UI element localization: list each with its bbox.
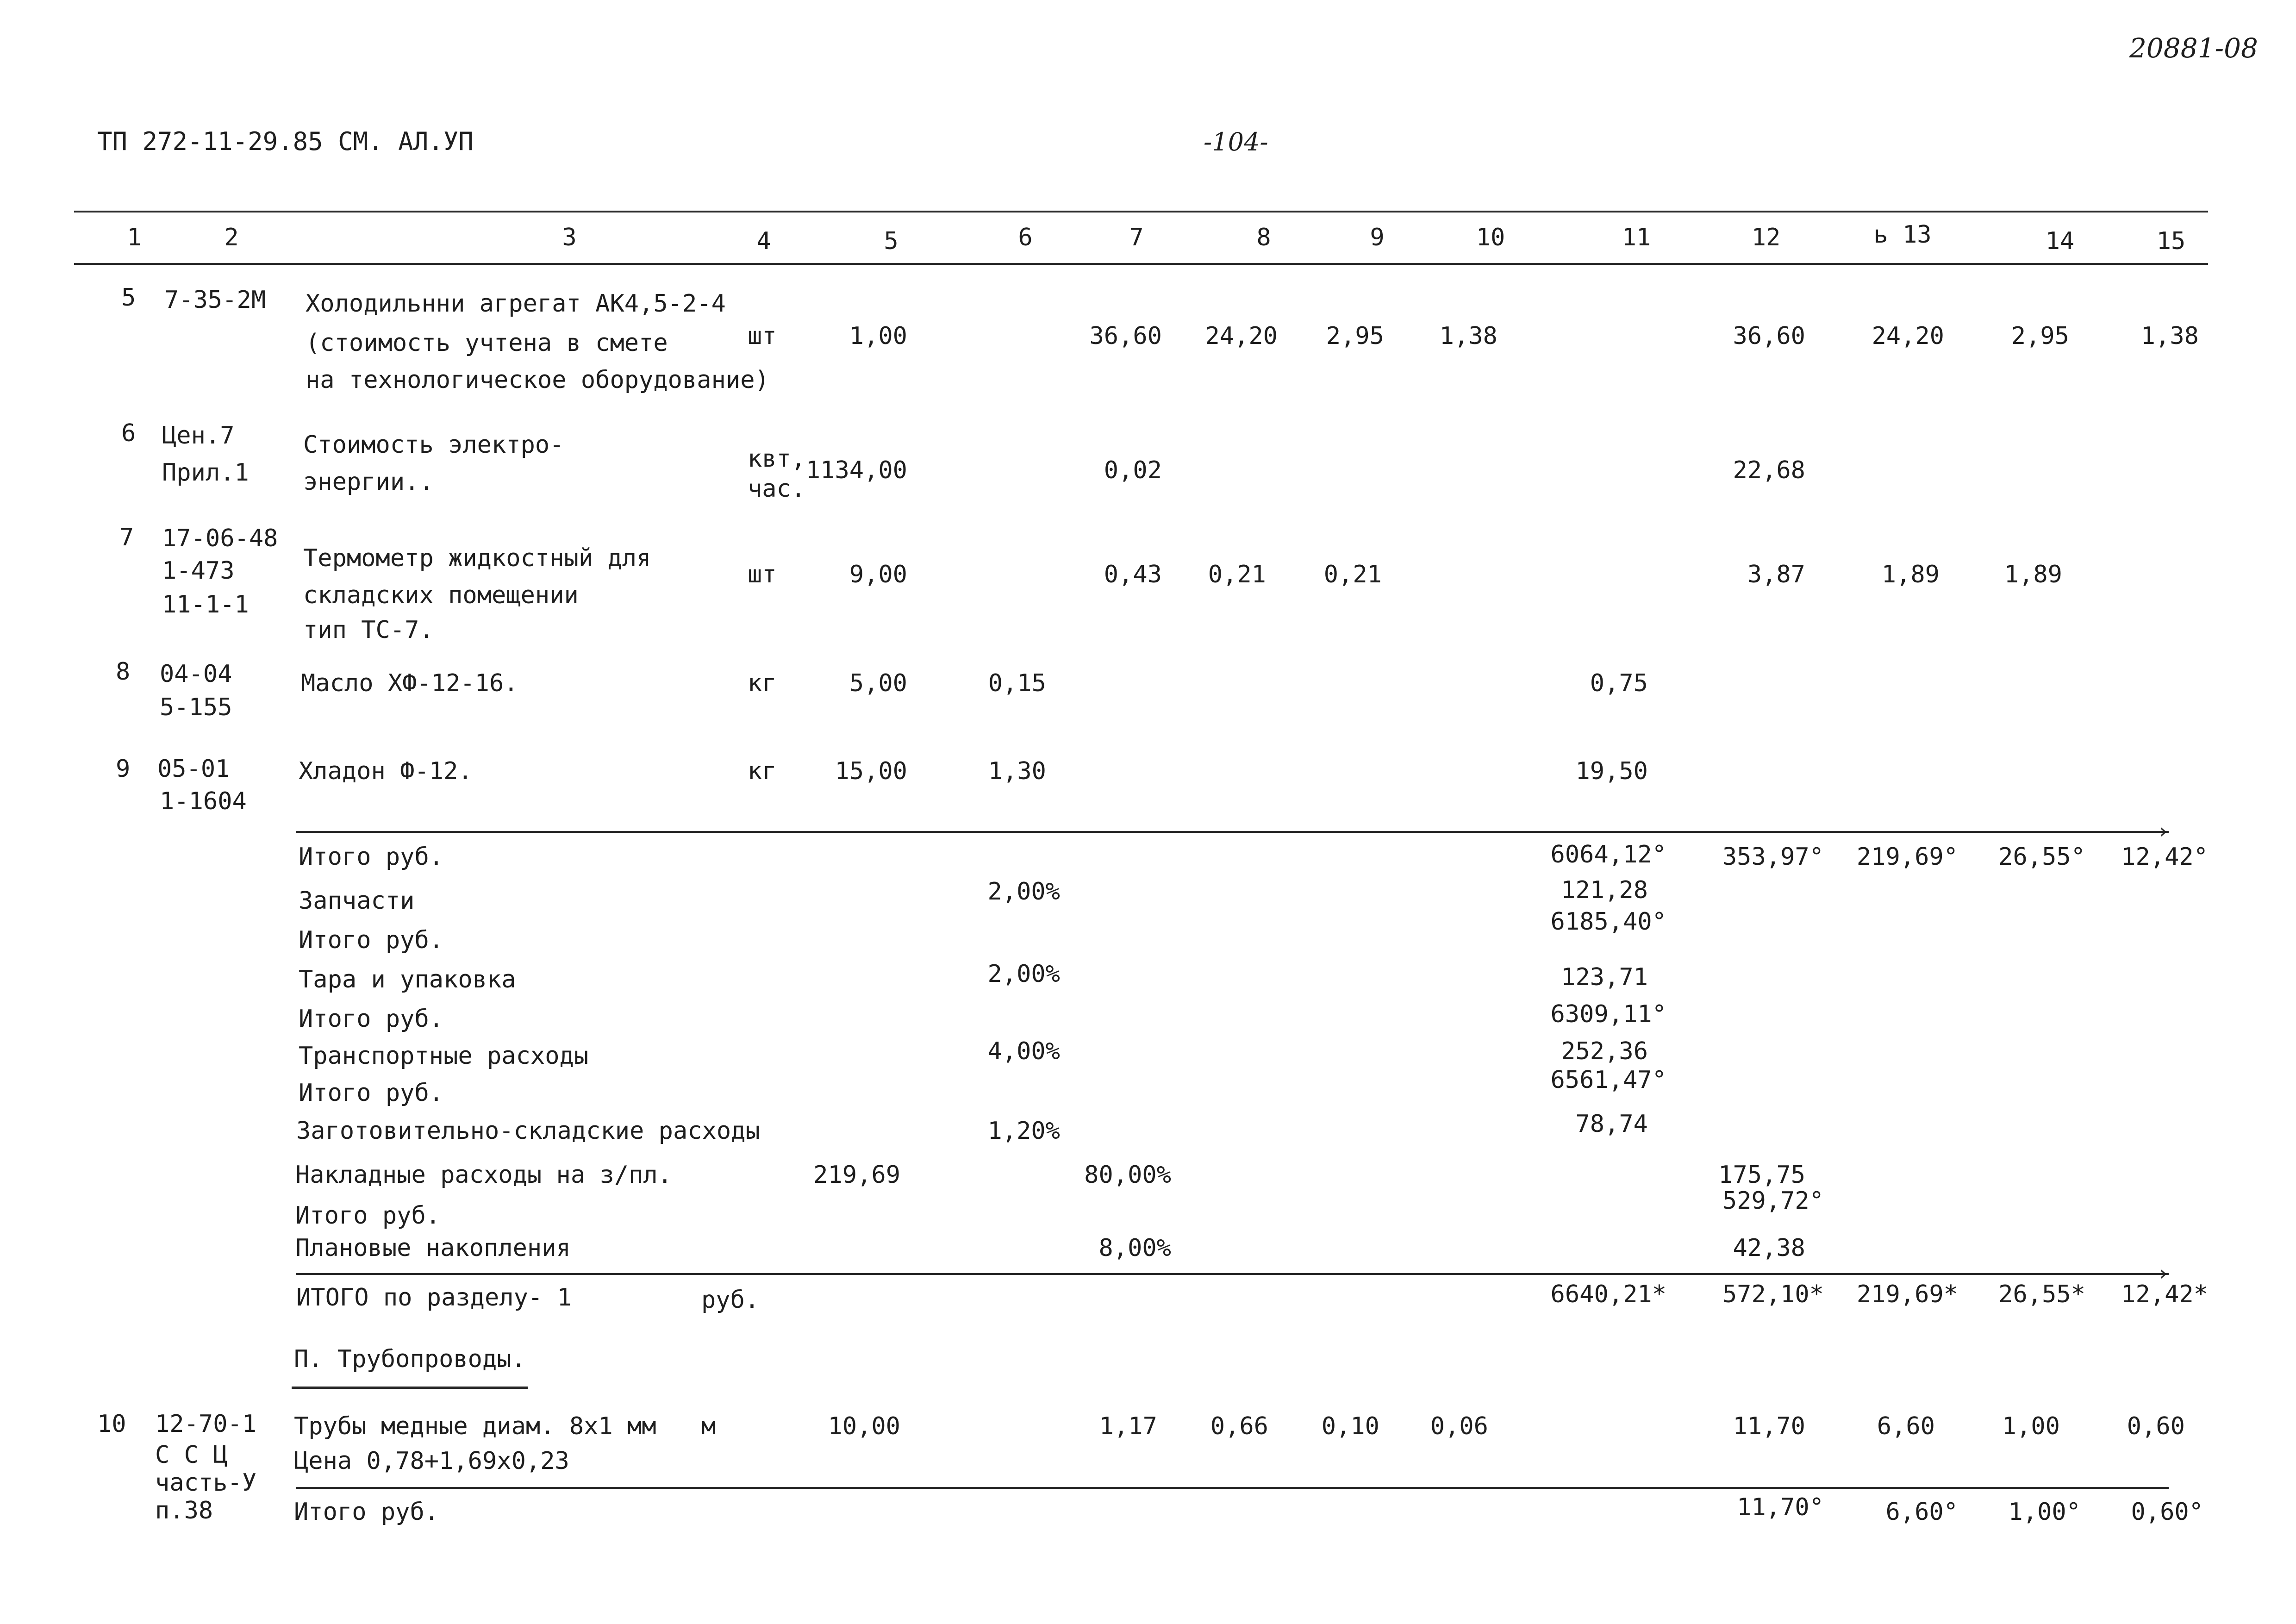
document-code: ТП 272-11-29.85 СМ. АЛ.УП (97, 127, 474, 156)
cell-c12: 36,60 (1733, 322, 1805, 350)
row-number: 7 (119, 524, 134, 551)
item-name: Термометр жидкостный для (303, 544, 651, 572)
summary-label: Итого руб. (294, 1498, 439, 1526)
column-header: 2 (224, 224, 239, 251)
summary-label: Плановые накопления (295, 1234, 571, 1262)
row-number: 5 (121, 284, 136, 312)
summary-c12: 42,38 (1733, 1234, 1805, 1262)
summary-label: Накладные расходы на з/пл. (295, 1161, 672, 1189)
arrow-mark: › (2157, 819, 2170, 843)
column-header: ь 13 (1873, 221, 1932, 249)
column-header: 15 (2156, 227, 2186, 255)
summary-c6: 2,00% (987, 878, 1060, 906)
summary-c11: 123,71 (1561, 963, 1648, 991)
summary-label: Тара и упаковка (299, 966, 516, 993)
cell-c13: 6,60 (1877, 1412, 1935, 1440)
item-name: Хладон Ф-12. (299, 757, 473, 785)
summary-label: Итого руб. (299, 1079, 444, 1107)
summary-c15: 0,60° (2131, 1498, 2203, 1526)
summary-label: Итого руб. (299, 1005, 444, 1033)
quantity: 9,00 (849, 561, 907, 588)
cell-c7: 1,17 (1099, 1412, 1157, 1440)
section-title-underline (292, 1387, 528, 1389)
summary-c11: 252,36 (1561, 1037, 1648, 1065)
resource-code: 05-01 (157, 755, 230, 783)
summary-c12: 175,75 (1718, 1161, 1805, 1189)
row-number: 8 (116, 658, 131, 686)
resource-code: 1-1604 (160, 787, 247, 815)
column-header: 3 (562, 224, 577, 251)
summary-divider (296, 831, 2169, 833)
cell-c7: 0,02 (1104, 456, 1162, 484)
quantity: 15,00 (835, 757, 907, 785)
summary-c11: 6309,11° (1550, 1000, 1666, 1028)
item-name: Холодильнни агрегат АК4,5-2-4 (306, 290, 726, 318)
resource-code: С С Ц (155, 1441, 228, 1469)
cell-c6: 1,30 (988, 757, 1046, 785)
section-total-c15: 12,42* (2121, 1280, 2208, 1308)
column-header: 6 (1018, 224, 1033, 251)
row-number: 10 (97, 1410, 126, 1438)
header-bottom-rule (74, 263, 2208, 265)
column-header: 11 (1622, 224, 1651, 251)
summary-c6: 2,00% (987, 960, 1060, 988)
cell-c13: 24,20 (1872, 322, 1944, 350)
summary-c13: 219,69° (1856, 843, 1958, 871)
section2-total-divider (296, 1487, 2169, 1489)
item-name: Цена 0,78+1,69х0,23 (294, 1447, 569, 1475)
column-header: 7 (1129, 224, 1144, 251)
section-title: П. Трубопроводы. (294, 1345, 526, 1373)
resource-code: часть-У (155, 1469, 257, 1497)
unit: кг (748, 669, 777, 697)
document-number-stamp: 20881-08 (2129, 32, 2258, 64)
summary-label: Заготовительно-складские расходы (296, 1117, 760, 1145)
item-name: складских помещении (303, 581, 579, 609)
cell-c9: 0,21 (1323, 561, 1382, 588)
summary-label: Запчасти (299, 887, 415, 915)
column-header: 14 (2045, 227, 2075, 255)
unit: м (701, 1412, 716, 1440)
item-name: энергии.. (303, 468, 434, 496)
cell-c9: 2,95 (1326, 322, 1384, 350)
summary-c7: 80,00% (1084, 1161, 1171, 1189)
cell-c9: 0,10 (1321, 1412, 1379, 1440)
summary-c5: 219,69 (813, 1161, 900, 1189)
resource-code: п.38 (155, 1497, 213, 1524)
cell-c7: 0,43 (1104, 561, 1162, 588)
resource-code: Прил.1 (162, 459, 249, 487)
column-header: 9 (1370, 224, 1385, 251)
summary-c11: 6064,12° (1550, 841, 1666, 868)
arrow-mark: › (2157, 1262, 2170, 1285)
item-name: тип ТС-7. (303, 616, 434, 644)
cell-c10: 0,06 (1430, 1412, 1488, 1440)
unit: кг (748, 757, 777, 785)
column-header: 1 (127, 224, 142, 251)
resource-code: 17-06-48 (162, 525, 278, 552)
quantity: 1,00 (849, 322, 907, 350)
section-total-unit: руб. (701, 1286, 760, 1314)
cell-c14: 1,89 (2004, 561, 2062, 588)
summary-label: Итого руб. (299, 843, 444, 871)
cell-c14: 1,00 (2002, 1412, 2060, 1440)
row-number: 9 (116, 755, 131, 783)
quantity: 5,00 (849, 669, 907, 697)
section-total-c12: 572,10* (1722, 1280, 1824, 1308)
cell-c7: 36,60 (1089, 322, 1162, 350)
section-total-c13: 219,69* (1856, 1280, 1958, 1308)
summary-label: Транспортные расходы (299, 1042, 589, 1070)
cell-c12: 22,68 (1733, 456, 1805, 484)
cell-c14: 2,95 (2011, 322, 2069, 350)
summary-c11: 6185,40° (1550, 908, 1666, 936)
resource-code: 11-1-1 (162, 591, 249, 618)
quantity: 1134,00 (805, 456, 907, 484)
unit: час. (748, 475, 806, 503)
cell-c10: 1,38 (1439, 322, 1497, 350)
cell-c15: 0,60 (2127, 1412, 2185, 1440)
cell-c11: 0,75 (1590, 669, 1648, 697)
cell-c11: 19,50 (1575, 757, 1648, 785)
column-header: 4 (756, 227, 771, 255)
summary-c12: 11,70° (1737, 1493, 1824, 1521)
item-name: (стоимость учтена в смете (306, 329, 668, 357)
section-total-c11: 6640,21* (1550, 1280, 1666, 1308)
section-total-c14: 26,55* (1998, 1280, 2085, 1308)
page-number: -104- (1204, 127, 1268, 156)
summary-c15: 12,42° (2121, 843, 2208, 871)
unit: квт, (748, 445, 806, 473)
cell-c12: 3,87 (1747, 561, 1805, 588)
summary-c11: 6561,47° (1550, 1066, 1666, 1094)
quantity: 10,00 (828, 1412, 900, 1440)
column-header: 12 (1751, 224, 1781, 251)
summary-c6: 4,00% (987, 1037, 1060, 1065)
summary-c6: 1,20% (987, 1117, 1060, 1145)
item-name: на технологическое оборудование) (306, 366, 769, 394)
item-name: Стоимость электро- (303, 431, 564, 459)
summary-label: Итого руб. (295, 1202, 441, 1230)
summary-c11: 121,28 (1561, 876, 1648, 904)
cell-c13: 1,89 (1881, 561, 1940, 588)
resource-code: 04-04 (160, 660, 232, 688)
column-header: 5 (884, 227, 898, 255)
item-name: Трубы медные диам. 8х1 мм (294, 1412, 656, 1440)
cell-c15: 1,38 (2140, 322, 2199, 350)
summary-c11: 78,74 (1575, 1110, 1648, 1138)
summary-c14: 1,00° (2008, 1498, 2081, 1526)
section-total-label: ИТОГО по разделу- 1 (296, 1284, 572, 1312)
resource-code: 5-155 (160, 693, 232, 721)
resource-code: 12-70-1 (155, 1410, 257, 1438)
resource-code: Цен.7 (162, 422, 235, 450)
unit: шт (748, 322, 777, 350)
cell-c6: 0,15 (988, 669, 1046, 697)
summary-c12: 529,72° (1722, 1187, 1824, 1215)
cell-c12: 11,70 (1733, 1412, 1805, 1440)
row-number: 6 (121, 419, 136, 447)
column-header: 10 (1476, 224, 1505, 251)
resource-code: 1-473 (162, 557, 235, 585)
summary-c14: 26,55° (1998, 843, 2085, 871)
cell-c8: 24,20 (1205, 322, 1278, 350)
section-total-divider (296, 1273, 2169, 1275)
unit: шт (748, 561, 777, 588)
summary-label: Итого руб. (299, 926, 444, 954)
header-top-rule (74, 211, 2208, 212)
summary-c12: 353,97° (1722, 843, 1824, 871)
resource-code: 7-35-2М (164, 286, 266, 314)
summary-c13: 6,60° (1885, 1498, 1958, 1526)
cell-c8: 0,21 (1208, 561, 1266, 588)
summary-c7: 8,00% (1098, 1234, 1171, 1262)
item-name: Масло ХФ-12-16. (301, 669, 518, 697)
column-header: 8 (1256, 224, 1271, 251)
cell-c8: 0,66 (1210, 1412, 1268, 1440)
